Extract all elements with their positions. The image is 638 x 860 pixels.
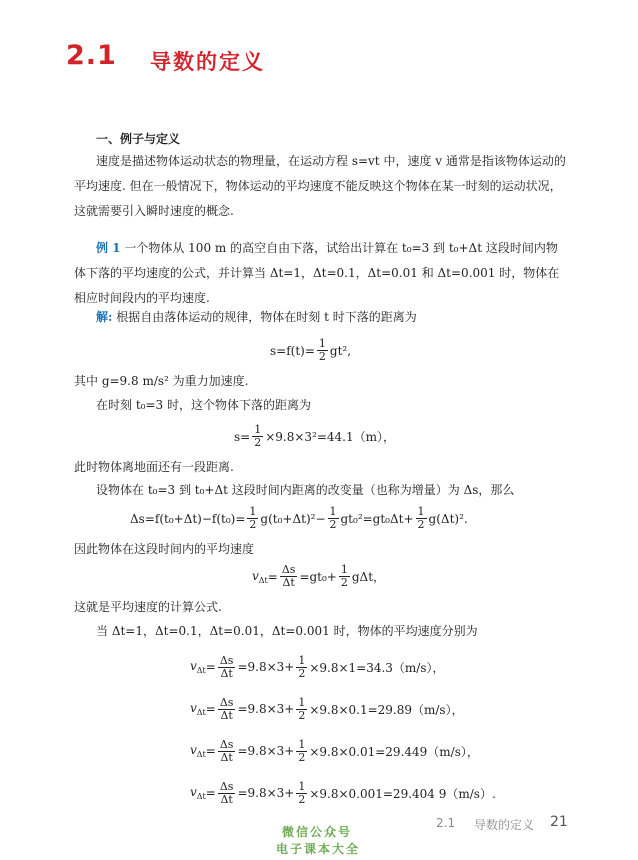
fraction-denominator: 2 bbox=[417, 518, 425, 531]
watermark-line-2: 电子课本大全 bbox=[276, 842, 361, 856]
footer-section-number: 2.1 bbox=[436, 816, 456, 830]
formula-fall-distance bbox=[270, 338, 351, 363]
fraction-numerator: 1 bbox=[298, 779, 306, 793]
formula-part: ×9.8×1=34.3（m/s）， bbox=[309, 660, 445, 675]
fraction-numerator: 1 bbox=[298, 737, 306, 751]
formula-part: = bbox=[205, 660, 216, 674]
solution-label: 解: bbox=[96, 310, 113, 324]
formula-part bbox=[190, 659, 206, 675]
formula-part bbox=[190, 701, 206, 717]
fraction-ds-dt bbox=[218, 781, 236, 806]
solution-line bbox=[96, 308, 417, 325]
fraction-numerator: Δs bbox=[219, 653, 234, 667]
fraction-half bbox=[296, 697, 307, 722]
fraction-denominator: Δt bbox=[220, 708, 233, 722]
t0-line: 在时刻 t₀=3 时，这个物体下落的距离为 bbox=[96, 398, 311, 412]
formula-part bbox=[252, 569, 268, 585]
formula-part: ×9.8×0.001=29.404 9（m/s）. bbox=[309, 786, 496, 801]
velocity-subscript: Δt bbox=[258, 575, 268, 585]
fraction-half bbox=[328, 506, 339, 531]
formula-part: =gt₀+ bbox=[299, 569, 337, 584]
formula-part: =9.8×3+ bbox=[237, 702, 295, 716]
formula-part: ×9.8×0.01=29.449（m/s）， bbox=[309, 744, 479, 759]
result-row bbox=[190, 772, 496, 814]
fraction-numerator: Δs bbox=[219, 695, 234, 709]
formula-part: s=f(t)= bbox=[270, 343, 315, 358]
velocity-subscript: Δt bbox=[196, 750, 206, 759]
remaining-distance-line: 此时物体离地面还有一段距离. bbox=[74, 460, 234, 474]
velocity-subscript: Δt bbox=[196, 708, 206, 717]
fraction-numerator: 1 bbox=[254, 423, 262, 436]
fraction-numerator: 1 bbox=[318, 337, 326, 350]
fraction-ds-dt bbox=[218, 655, 236, 680]
fraction-denominator: 2 bbox=[249, 518, 257, 531]
formula-part: Δs=f(t₀+Δt)−f(t₀)= bbox=[130, 511, 246, 526]
delta-values-line: 当 Δt=1，Δt=0.1，Δt=0.01，Δt=0.001 时，物体的平均速度分别为 bbox=[96, 624, 478, 638]
example-paragraph bbox=[74, 236, 566, 311]
fraction-denominator: 2 bbox=[298, 708, 306, 722]
formula-part: =9.8×3+ bbox=[237, 744, 295, 758]
fraction-denominator: 2 bbox=[298, 666, 306, 680]
intro-paragraph: 速度是描述物体运动状态的物理量，在运动方程 s=vt 中，速度 v 通常是指该物体运动的平均速度. 但在一般情况下，物体运动的平均速度不能反映这个物体在某一时刻的运动状况，这就需要引入瞬时速度的概念. bbox=[74, 154, 566, 218]
formula-part: =9.8×3+ bbox=[237, 660, 295, 674]
fraction-half bbox=[247, 506, 258, 531]
fraction-numerator: 1 bbox=[417, 505, 425, 518]
formula-part: = bbox=[205, 702, 216, 716]
velocity-symbol: v bbox=[190, 659, 197, 673]
fraction-half bbox=[296, 739, 307, 764]
fraction-denominator: 2 bbox=[329, 518, 337, 531]
fraction-numerator: Δs bbox=[281, 563, 296, 576]
formula-part bbox=[190, 743, 206, 759]
section-number: 2.1 bbox=[66, 40, 117, 71]
formula-part: =9.8×3+ bbox=[237, 786, 295, 800]
formula-part: s= bbox=[234, 429, 251, 444]
formula-part: = bbox=[205, 744, 216, 758]
formula-part: g(Δt)². bbox=[428, 511, 468, 526]
fraction-denominator: Δt bbox=[282, 576, 295, 589]
fraction-numerator: 1 bbox=[298, 653, 306, 667]
result-row bbox=[190, 730, 496, 772]
example-label: 例 1 bbox=[96, 241, 121, 255]
fraction-denominator: 2 bbox=[298, 792, 306, 806]
fraction-denominator: Δt bbox=[220, 750, 233, 764]
fraction-half bbox=[317, 338, 328, 363]
gravity-line: 其中 g=9.8 m/s² 为重力加速度. bbox=[74, 374, 249, 388]
subheading: 一、例子与定义 bbox=[96, 132, 181, 146]
formula-part: = bbox=[267, 569, 278, 584]
velocity-symbol: v bbox=[190, 743, 197, 757]
page-number: 21 bbox=[550, 814, 568, 830]
fraction-numerator: 1 bbox=[329, 505, 337, 518]
result-row bbox=[190, 688, 496, 730]
formula-part: = bbox=[205, 786, 216, 800]
fraction-denominator: 2 bbox=[318, 350, 326, 363]
solution-text: 根据自由落体运动的规律，物体在时刻 t 时下落的距离为 bbox=[116, 310, 417, 324]
formula-part: gt₀²=gt₀Δt+ bbox=[340, 511, 414, 526]
fraction-denominator: Δt bbox=[220, 792, 233, 806]
formula-part: gt², bbox=[329, 343, 352, 358]
results-list bbox=[190, 646, 496, 814]
fraction-ds-dt bbox=[218, 739, 236, 764]
fraction-numerator: 1 bbox=[340, 563, 348, 576]
average-speed-line: 因此物体在这段时间内的平均速度 bbox=[74, 542, 255, 556]
formula-part bbox=[190, 785, 206, 801]
fraction-numerator: Δs bbox=[219, 737, 234, 751]
formula-average-speed bbox=[252, 564, 385, 589]
fraction-half bbox=[339, 564, 350, 589]
fraction-half bbox=[416, 506, 427, 531]
formula-part: ×9.8×0.1=29.89（m/s）， bbox=[309, 702, 464, 717]
formula-note-line: 这就是平均速度的计算公式. bbox=[74, 600, 222, 614]
fraction-denominator: 2 bbox=[254, 436, 262, 449]
section-title: 导数的定义 bbox=[150, 50, 265, 74]
formula-distance-value bbox=[234, 424, 395, 449]
velocity-symbol: v bbox=[190, 785, 197, 799]
watermark-line-1: 微信公众号 bbox=[282, 825, 353, 839]
formula-part: ×9.8×3²=44.1（m）， bbox=[265, 430, 396, 444]
velocity-symbol: v bbox=[252, 568, 259, 583]
result-row bbox=[190, 646, 496, 688]
formula-part: g(t₀+Δt)²− bbox=[260, 511, 326, 526]
fraction-half bbox=[252, 424, 263, 449]
fraction-denominator: 2 bbox=[340, 576, 348, 589]
example-text: 一个物体从 100 m 的高空自由下落，试给出计算在 t₀=3 到 t₀+Δt 这段时间内物体下落的平均速度的公式，并计算当 Δt=1，Δt=0.1，Δt=0.01 和 Δt=0.001 时，物体在相应时间段内的平均速度. bbox=[74, 241, 560, 305]
fraction-ds-dt bbox=[218, 697, 236, 722]
velocity-subscript: Δt bbox=[196, 792, 206, 801]
fraction-denominator: 2 bbox=[298, 750, 306, 764]
fraction-numerator: 1 bbox=[249, 505, 257, 518]
increment-line: 设物体在 t₀=3 到 t₀+Δt 这段时间内距离的改变量（也称为增量）为 Δs，那么 bbox=[96, 483, 515, 497]
fraction-numerator: Δs bbox=[219, 779, 234, 793]
formula-increment bbox=[130, 506, 468, 531]
fraction-ds-dt bbox=[280, 564, 298, 589]
fraction-denominator: Δt bbox=[220, 666, 233, 680]
fraction-numerator: 1 bbox=[298, 695, 306, 709]
fraction-half bbox=[296, 655, 307, 680]
formula-part: gΔt， bbox=[351, 570, 386, 584]
velocity-symbol: v bbox=[190, 701, 197, 715]
velocity-subscript: Δt bbox=[196, 666, 206, 675]
footer-section-title: 导数的定义 bbox=[474, 818, 535, 832]
fraction-half bbox=[296, 781, 307, 806]
